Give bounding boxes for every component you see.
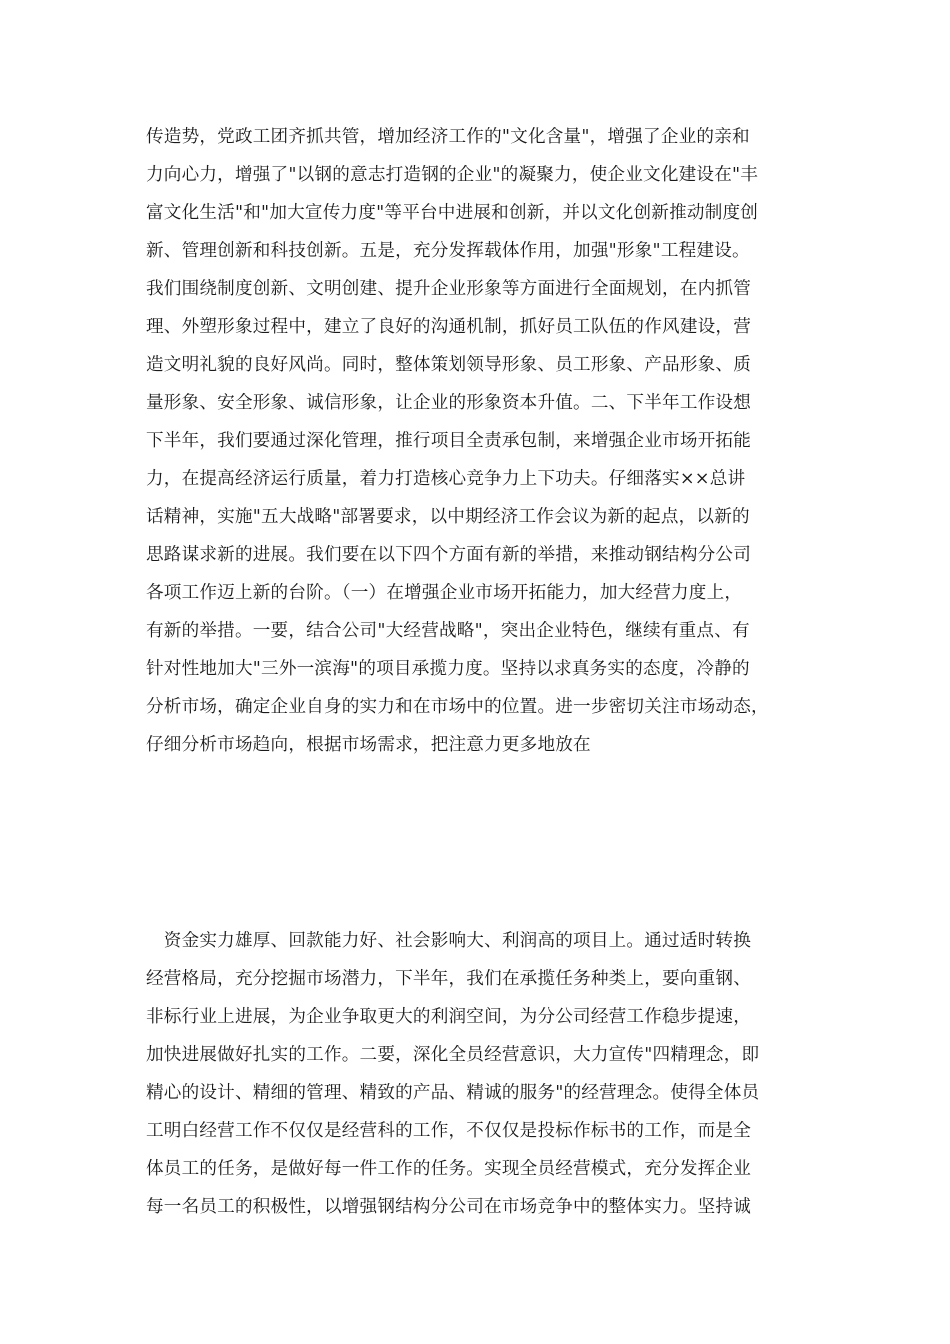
text-line: 新、管理创新和科技创新。五是，充分发挥载体作用，加强"形象"工程建设。 bbox=[146, 241, 750, 261]
text-line: 力向心力，增强了"以钢的意志打造钢的企业"的凝聚力，使企业文化建设在"丰 bbox=[146, 165, 759, 185]
text-line: 非标行业上进展，为企业争取更大的利润空间，为分公司经营工作稳步提速， bbox=[146, 1007, 751, 1027]
text-line: 传造势，党政工团齐抓共管，增加经济工作的"文化含量"，增强了企业的亲和 bbox=[146, 127, 750, 147]
text-line: 每一名员工的积极性，以增强钢结构分公司在市场竞争中的整体实力。坚持诚 bbox=[146, 1197, 751, 1217]
text-line: 下半年，我们要通过深化管理，推行项目全责承包制，来增强企业市场开拓能 bbox=[146, 431, 751, 451]
text-line: 各项工作迈上新的台阶。（一）在增强企业市场开拓能力，加大经营力度上， bbox=[146, 583, 743, 603]
text-line: 精心的设计、精细的管理、精致的产品、精诚的服务"的经营理念。使得全体员 bbox=[146, 1083, 760, 1103]
text-line: 富文化生活"和"加大宣传力度"等平台中进展和创新，并以文化创新推动制度创 bbox=[146, 203, 759, 223]
text-line: 工明白经营工作不仅仅是经营科的工作，不仅仅是投标作标书的工作，而是全 bbox=[146, 1121, 751, 1141]
text-line: 有新的举措。一要，结合公司"大经营战略"，突出企业特色，继续有重点、有 bbox=[146, 621, 750, 641]
text-line: 力，在提高经济运行质量，着力打造核心竞争力上下功夫。仔细落实××总讲 bbox=[146, 469, 746, 489]
text-line: 仔细分析市场趋向，根据市场需求，把注意力更多地放在 bbox=[146, 735, 591, 755]
text-line: 我们围绕制度创新、文明创建、提升企业形象等方面进行全面规划，在内抓管 bbox=[146, 279, 751, 299]
text-line: 针对性地加大"三外一滨海"的项目承揽力度。坚持以求真务实的态度，冷静的 bbox=[146, 659, 750, 679]
text-line: 造文明礼貌的良好风尚。同时，整体策划领导形象、员工形象、产品形象、质 bbox=[146, 355, 751, 375]
text-line: 资金实力雄厚、回款能力好、社会影响大、利润高的项目上。通过适时转换 bbox=[146, 931, 751, 951]
paragraph-block-2 bbox=[146, 922, 810, 1226]
text-line: 分析市场，确定企业自身的实力和在市场中的位置。进一步密切关注市场动态， bbox=[146, 697, 769, 717]
text-line: 体员工的任务，是做好每一件工作的任务。实现全员经营模式，充分发挥企业 bbox=[146, 1159, 751, 1179]
text-line: 加快进展做好扎实的工作。二要，深化全员经营意识，大力宣传"四精理念，即 bbox=[146, 1045, 760, 1065]
text-line: 话精神，实施"五大战略"部署要求，以中期经济工作会议为新的起点，以新的 bbox=[146, 507, 750, 527]
text-line: 理、外塑形象过程中，建立了良好的沟通机制，抓好员工队伍的作风建设，营 bbox=[146, 317, 751, 337]
text-line: 经营格局，充分挖掘市场潜力，下半年，我们在承揽任务种类上，要向重钢、 bbox=[146, 969, 751, 989]
text-line: 量形象、安全形象、诚信形象，让企业的形象资本升值。二、下半年工作设想 bbox=[146, 393, 751, 413]
paragraph-block-1 bbox=[146, 118, 810, 764]
text-line: 思路谋求新的进展。我们要在以下四个方面有新的举措，来推动钢结构分公司 bbox=[146, 545, 751, 565]
